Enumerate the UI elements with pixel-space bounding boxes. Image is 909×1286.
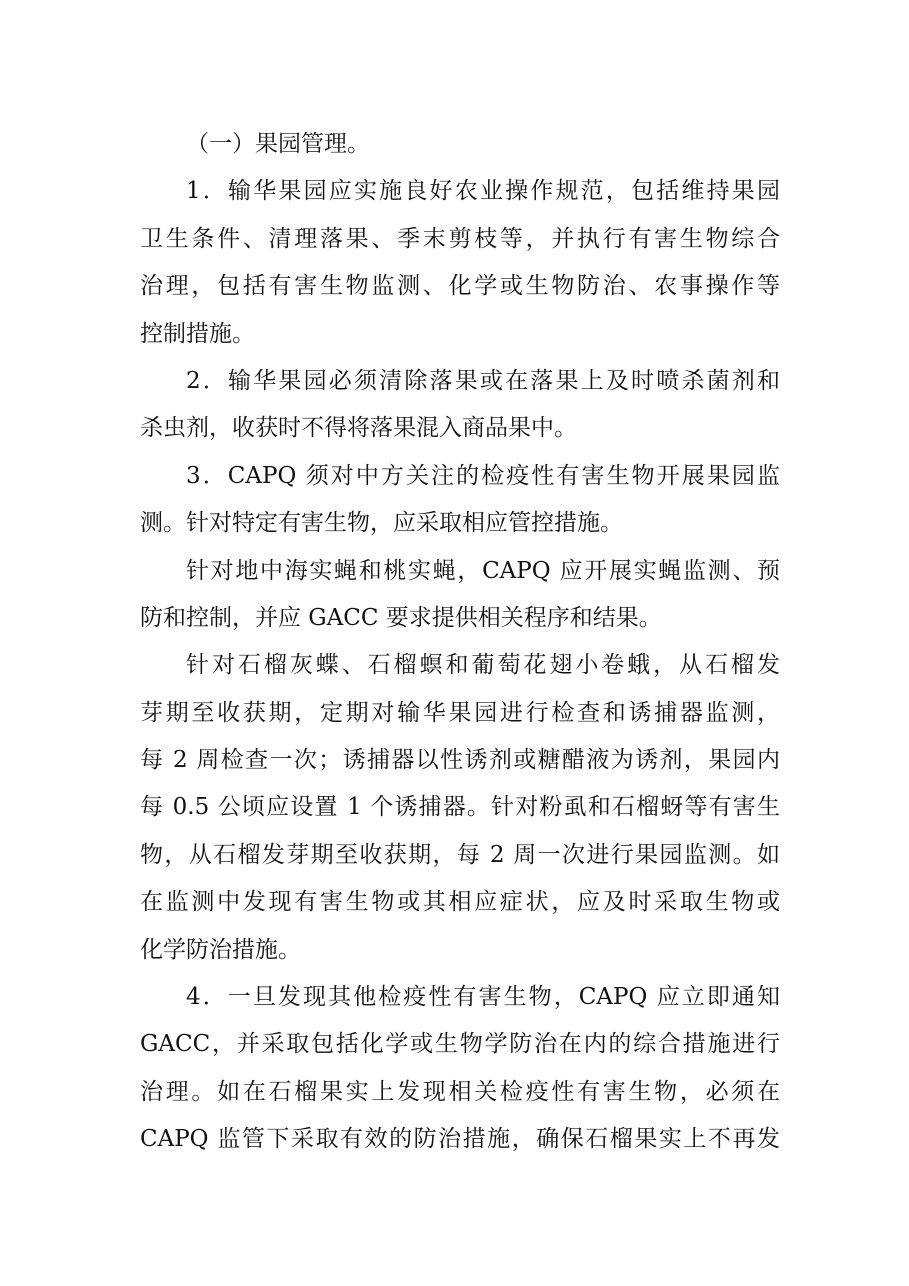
paragraph-line: 4．一旦发现其他检疫性有害生物，CAPQ 应立即通知 (186, 984, 780, 1011)
paragraph-line: 3．CAPQ 须对中方关注的检疫性有害生物开展果园监 (186, 462, 780, 489)
paragraph-line: 卫生条件、清理落果、季末剪枝等，并执行有害生物综合 (140, 225, 780, 252)
paragraph-line: CAPQ 监管下采取有效的防治措施，确保石榴果实上不再发 (140, 1126, 780, 1153)
paragraph-line: 物，从石榴发芽期至收获期，每 2 周一次进行果园监测。如 (140, 841, 780, 868)
paragraph-line: 芽期至收获期，定期对输华果园进行检查和诱捕器监测， (140, 699, 780, 726)
paragraph-line: 测。针对特定有害生物，应采取相应管控措施。 (140, 510, 623, 537)
paragraph-line: 防和控制，并应 GACC 要求提供相关程序和结果。 (140, 604, 662, 631)
paragraph-line: 在监测中发现有害生物或其相应症状，应及时采取生物或 (140, 889, 780, 916)
paragraph-line: 针对石榴灰蝶、石榴螟和葡萄花翅小卷蛾，从石榴发 (186, 652, 780, 679)
paragraph-line: 化学防治措施。 (140, 936, 301, 963)
section-heading: （一）果园管理。 (186, 131, 370, 157)
paragraph-line: 每 2 周检查一次；诱捕器以性诱剂或糖醋液为诱剂，果园内 (140, 747, 780, 774)
paragraph-line: 治理，包括有害生物监测、化学或生物防治、农事操作等 (140, 273, 780, 300)
paragraph-line: 控制措施。 (140, 320, 255, 347)
paragraph-line: 2．输华果园必须清除落果或在落果上及时喷杀菌剂和 (186, 367, 780, 394)
paragraph-line: GACC，并采取包括化学或生物学防治在内的综合措施进行 (140, 1031, 780, 1058)
document-body (140, 121, 780, 1164)
paragraph-line: 治理。如在石榴果实上发现相关检疫性有害生物，必须在 (140, 1078, 780, 1105)
paragraph-line: 杀虫剂，收获时不得将落果混入商品果中。 (140, 415, 577, 442)
paragraph-line: 1．输华果园应实施良好农业操作规范，包括维持果园 (186, 178, 780, 205)
paragraph-line: 针对地中海实蝇和桃实蝇，CAPQ 应开展实蝇监测、预 (186, 557, 780, 584)
paragraph-line: 每 0.5 公顷应设置 1 个诱捕器。针对粉虱和石榴蚜等有害生 (140, 794, 780, 821)
